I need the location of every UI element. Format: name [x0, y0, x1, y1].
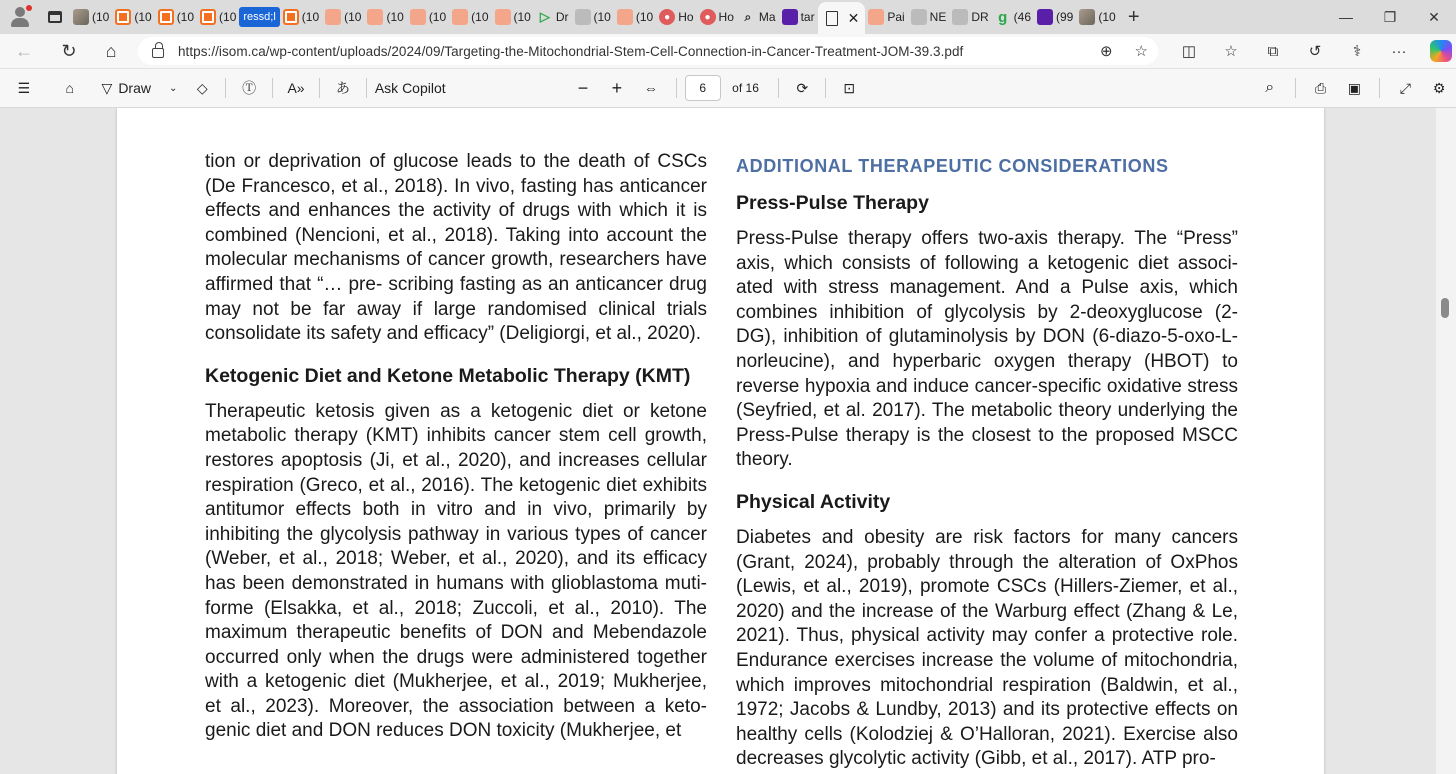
divider — [1295, 78, 1296, 98]
tab-label: (10 — [635, 10, 654, 24]
tab-label: tar — [800, 10, 815, 24]
tab-b-7[interactable] — [364, 3, 406, 31]
tab-list-after — [865, 3, 1118, 31]
chevron-down-icon[interactable]: ⌄ — [168, 82, 178, 94]
divider — [676, 78, 677, 98]
tab-label: Pai — [887, 10, 905, 24]
divider — [1379, 78, 1380, 98]
tab-a-4[interactable] — [1034, 3, 1076, 31]
translate-icon[interactable]: あ — [335, 80, 350, 96]
favicon-icon: ● — [659, 9, 675, 25]
section-heading: Physical Activity — [736, 490, 891, 513]
tab-label: (10 — [301, 10, 320, 24]
favicon-icon: ▷ — [539, 9, 550, 24]
read-aloud-icon[interactable]: A» — [287, 80, 305, 96]
tab-label: (10 — [219, 10, 237, 24]
split-screen-icon[interactable]: ◫ — [1181, 43, 1197, 60]
zoom-in-button[interactable]: + — [611, 77, 623, 98]
tab-label: (46 — [1013, 10, 1032, 24]
left-column — [205, 150, 707, 744]
paragraph: Press-Pulse therapy offers two-axis therapy. The “Press” axis, which consists of following a ketogenic diet associ- ated with stress management. And a Pulse axis, which combines inhibition of glycolysis by 2-deoxyglucose (2- DG), inhibition of glutaminolysis by DON (6-diazo-5-oxo-L- norleucine), and hyperbaric oxygen therapy (HBOT) to reverse hypoxia and induce cancer-specific oxidative stress (Seyfried, et al. 2017). The metabolic theory underlying the Press-Pulse therapy is the closest to the proposed MSCC theory. — [736, 228, 1238, 471]
minimize-button[interactable]: — — [1339, 9, 1353, 25]
tab-b-14[interactable] — [656, 3, 696, 31]
tab-actions-icon[interactable] — [40, 0, 70, 34]
favicon-icon — [952, 9, 968, 25]
extensions-icon[interactable]: ⚕ — [1352, 43, 1362, 60]
tab-b-0[interactable] — [70, 3, 112, 31]
tab-b-12[interactable] — [572, 3, 614, 31]
tab-active-pdf[interactable] — [818, 2, 866, 34]
tab-label: (10 — [134, 10, 152, 24]
tab-b-15[interactable] — [697, 3, 737, 31]
favicon-icon: g — [998, 8, 1008, 26]
divider — [319, 78, 320, 98]
tab-b-3[interactable] — [197, 3, 239, 31]
vertical-scrollbar[interactable] — [1436, 108, 1456, 774]
pdf-toolbar — [0, 68, 1456, 108]
favicon-icon: ● — [700, 9, 716, 25]
pdf-viewer[interactable] — [0, 108, 1436, 774]
fullscreen-icon[interactable]: ⤢ — [1399, 79, 1411, 96]
paragraph: tion or deprivation of glucose leads to the death of CSCs (De Francesco, et al., 2018). In vivo, fasting has anticancer effects and enhances the activity of drugs with which it is combined (Nencioni, et al., 2018). Taking into account the molecular mechanisms of cancer growth, researchers have affirmed that “… pre- scribing fasting as an anticancer drug may not be far away if large randomised clinical trials consolidate its safety and efficacy” (Deligiorgi, et al., 2020). — [205, 151, 707, 345]
tab-label: Ma — [758, 10, 776, 24]
tab-b-8[interactable] — [407, 3, 449, 31]
section-heading: Press-Pulse Therapy — [736, 192, 929, 214]
collections-icon[interactable]: ⧉ — [1267, 42, 1279, 60]
favicon-icon — [868, 9, 884, 25]
settings-gear-icon[interactable]: ⚙ — [1432, 79, 1446, 96]
tab-b-1[interactable] — [112, 3, 154, 31]
favicon-icon — [1037, 9, 1053, 25]
zoom-out-button[interactable]: − — [577, 77, 589, 98]
tab-label: Dr — [555, 10, 569, 24]
fit-to-width-icon[interactable]: ⇔ — [643, 80, 658, 96]
lock-icon[interactable] — [152, 48, 164, 58]
print-icon[interactable]: ⎙ — [1314, 79, 1327, 96]
favicon-icon — [617, 9, 633, 25]
tab-label: (10 — [593, 10, 611, 24]
tab-b-6[interactable] — [322, 3, 364, 31]
favicon-icon — [367, 9, 383, 25]
page-number-input[interactable]: 6 — [685, 75, 721, 101]
tab-label: Ho — [678, 10, 694, 24]
tab-b-13[interactable] — [614, 3, 656, 31]
back-button[interactable]: ← — [15, 40, 33, 61]
tab-list — [70, 3, 818, 31]
divider — [272, 78, 273, 98]
tab-b-2[interactable] — [155, 3, 197, 31]
scrollbar-thumb[interactable] — [1441, 298, 1449, 318]
copilot-button[interactable] — [1420, 34, 1456, 68]
erase-icon[interactable]: ◇ — [196, 79, 208, 96]
favicon-icon — [575, 9, 591, 25]
table-of-contents-icon[interactable]: ☰ — [17, 79, 31, 96]
favicon-icon — [115, 9, 131, 25]
tab-b-10[interactable] — [492, 3, 534, 31]
pdf-file-icon — [824, 10, 840, 26]
tab-a-0[interactable] — [865, 3, 907, 31]
draw-pen-icon: ▽ — [101, 79, 113, 96]
favorites-icon[interactable]: ☆ — [1224, 43, 1238, 60]
favicon-icon — [158, 9, 174, 25]
restore-button[interactable]: ❐ — [1383, 8, 1397, 25]
highlight-icon[interactable]: ⌂ — [65, 80, 74, 96]
reload-button[interactable]: ↻ — [61, 40, 77, 61]
tab-label: (10 — [176, 10, 195, 24]
section-heading: Ketogenic Diet and Ketone Metabolic Therapy (KMT) — [205, 364, 691, 387]
window-controls — [1324, 0, 1456, 34]
paragraph: Diabetes and obesity are risk factors for many cancers (Grant, 2024), probably through the alteration of OxPhos (Lewis, et al., 2019), promote CSCs (Hillers-Ziemer, et al., 2020) and the increase of the Warburg effect (Zhang & Le, 2021). Thus, physical activity may confer a protective role. Endurance exercises increase the volume of mitochondria, which improves mitochondrial respiration (Baldwin, et al., 1972; Jacobs & Lundby, 2013) and its protective effects on healthy cells (Kolodziej & O’Halloran, 2021). Exercise also decreases glycolytic activity (Gibb, et al., 2017). ATP pro- — [736, 526, 1238, 770]
tab-label: (10 — [92, 10, 110, 24]
history-icon[interactable]: ↺ — [1308, 43, 1322, 60]
tab-b-11[interactable] — [534, 3, 572, 31]
address-bar-row — [0, 34, 1456, 68]
favicon-icon — [911, 9, 927, 25]
add-text-icon[interactable]: Ⓣ — [242, 80, 257, 96]
profile-avatar[interactable] — [0, 0, 40, 34]
tab-label: Ho — [718, 10, 734, 24]
page-count: of 16 — [732, 81, 759, 95]
favicon-icon — [73, 9, 89, 25]
right-column — [736, 154, 1238, 772]
tab-label: (10 — [513, 10, 531, 24]
favicon-icon — [410, 9, 426, 25]
draw-button[interactable] — [92, 68, 188, 108]
copilot-icon — [1430, 40, 1452, 62]
tab-b-4[interactable] — [239, 7, 279, 27]
close-tab-icon[interactable]: ✕ — [847, 9, 860, 26]
favicon-icon — [452, 9, 468, 25]
divider — [225, 78, 226, 98]
section-title: ADDITIONAL THERAPEUTIC CONSIDERATIONS — [736, 156, 1169, 176]
favicon-icon — [283, 9, 299, 25]
ask-copilot-button[interactable]: Ask Copilot — [374, 80, 446, 96]
tab-label: (10 — [1098, 10, 1116, 24]
new-tab-button[interactable]: + — [1127, 5, 1140, 28]
draw-label: Draw — [118, 80, 151, 96]
tab-a-5[interactable] — [1076, 3, 1118, 31]
home-button[interactable]: ⌂ — [105, 40, 117, 61]
tab-a-3[interactable] — [992, 3, 1034, 31]
tab-label: (99 — [1056, 10, 1074, 24]
tab-label: ressd;l — [243, 11, 276, 23]
tab-label: (10 — [386, 10, 404, 24]
zoom-icon[interactable]: ⊕ — [1099, 43, 1113, 60]
browser-toolbar-icons — [1168, 34, 1456, 68]
rotate-icon[interactable]: ⟳ — [796, 79, 809, 96]
pdf-page — [117, 108, 1324, 774]
url-text[interactable]: https://isom.ca/wp-content/uploads/2024/09/Targeting-the-Mitochondrial-Stem-Cell-Connection-in-Cancer-Treatment-JOM-39.3.pdf — [178, 43, 964, 59]
tab-a-2[interactable] — [949, 3, 991, 31]
tab-label: (10 — [344, 10, 362, 24]
tab-label: DR — [971, 10, 989, 24]
save-icon[interactable]: ▣ — [1347, 79, 1362, 96]
tab-label: (10 — [471, 10, 489, 24]
divider — [825, 78, 826, 98]
tab-b-9[interactable] — [449, 3, 491, 31]
tab-label: (10 — [428, 10, 447, 24]
tab-b-5[interactable] — [280, 3, 322, 31]
more-icon[interactable]: ··· — [1391, 42, 1407, 60]
tab-b-17[interactable] — [779, 3, 818, 31]
favicon-icon — [325, 9, 341, 25]
tab-label: NE — [929, 10, 947, 24]
favicon-icon — [1079, 9, 1095, 25]
favicon-icon — [200, 9, 216, 25]
paragraph: Therapeutic ketosis given as a ketogenic diet or ketone metabolic therapy (KMT) inhibits cancer stem cell growth, restores apoptosis (Ji, et al., 2020), and increases cellular respiration (Greco, et al., 2016). The ketogenic diet exhibits antitumor effects both in vitro and in vivo, primarily by inhibiting the glycolysis pathway in various types of cancer (Weber, et al., 2018; Weber, et al., 2020), and its efficacy has been demonstrated in humans with glioblastoma muti- forme (Elsakka, et al., 2018; Zuccoli, et al., 2010). The maximum therapeutic benefits of DON and Mebendazole occurred only when the drugs were administered together with a ketogenic diet (Mukherjee, et al., 2019; Mukherjee, et al., 2023). Moreover, the association between a keto- genic diet and DON reduces DON toxicity (Mukherjee, et — [205, 400, 707, 742]
divider — [778, 78, 779, 98]
search-icon[interactable]: ⌕ — [1265, 79, 1275, 96]
favicon-icon — [495, 9, 511, 25]
close-window-button[interactable]: ✕ — [1428, 8, 1440, 25]
tab-strip — [0, 0, 1456, 34]
tab-a-1[interactable] — [908, 3, 950, 31]
url-bar[interactable] — [138, 37, 1158, 65]
favicon-icon: ⌕ — [744, 9, 752, 24]
divider — [366, 78, 367, 98]
page-view-icon[interactable]: ⊡ — [843, 79, 856, 96]
tab-b-16[interactable] — [737, 3, 779, 31]
favorite-star-icon[interactable]: ☆ — [1134, 43, 1148, 60]
favicon-icon — [782, 9, 798, 25]
